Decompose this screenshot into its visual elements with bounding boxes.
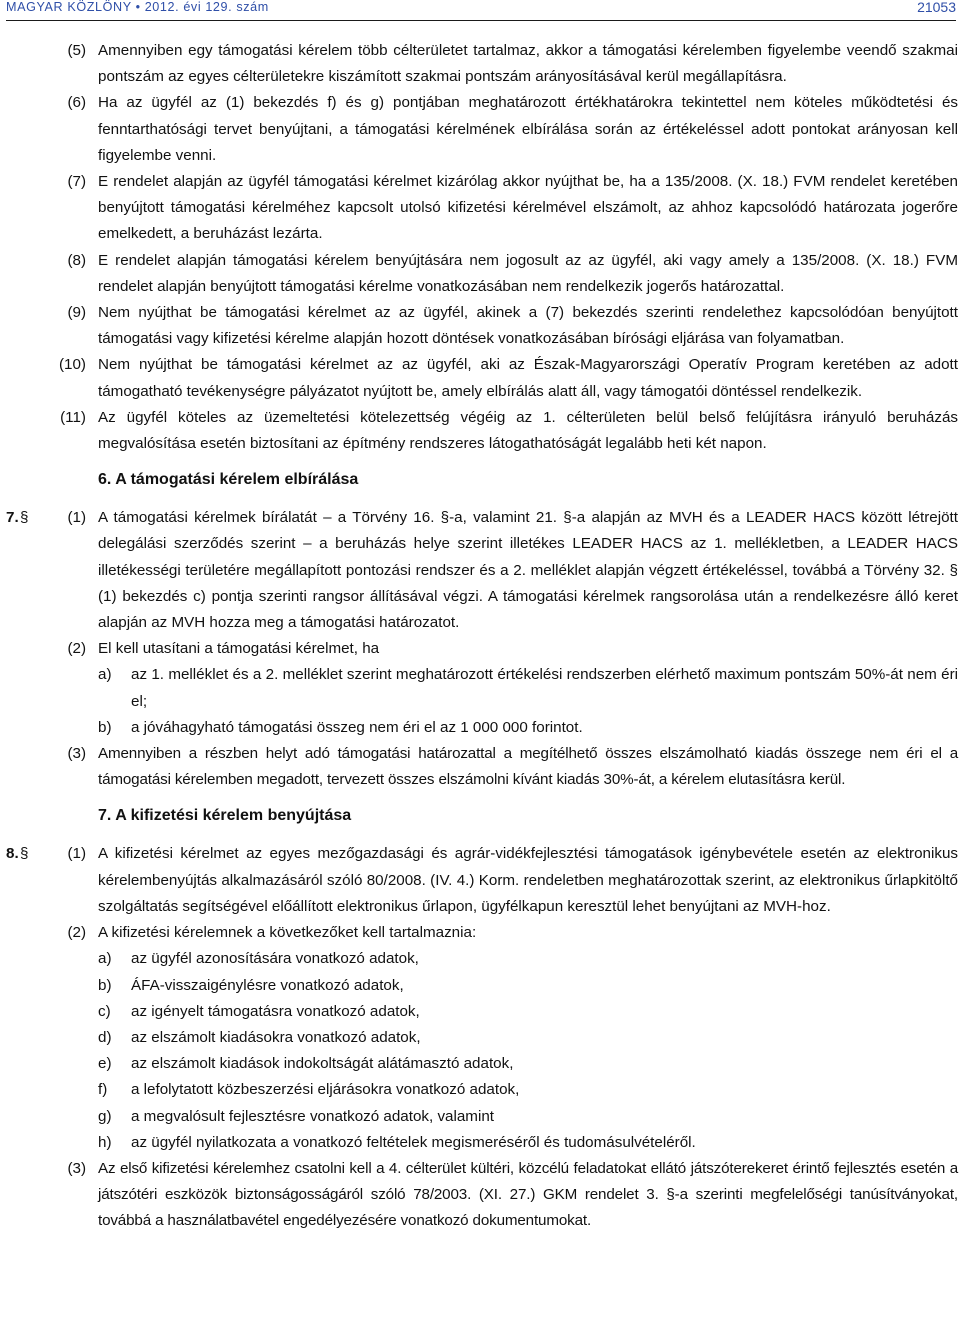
list-item: [98, 1130, 958, 1156]
section-8-paragraph-1: [6, 841, 958, 920]
paragraph-text: Az ügyfél köteles az üzemeltetési kötelezettség végéig az 1. célterületen belül belső felújításra irányuló beruházás megvalósítása esetén biztosítani az építmény rendszeres látogathatóságát legalább heti két napon.: [98, 408, 958, 453]
list-item-text: az ügyfél azonosítására vonatkozó adatok,: [131, 950, 419, 968]
list-item-marker: e): [98, 1055, 112, 1073]
paragraph-number: (8): [67, 251, 86, 269]
paragraph-number: (5): [67, 42, 86, 59]
list-item-text: ÁFA-visszaigénylésre vonatkozó adatok,: [131, 976, 404, 994]
list-item: [98, 1025, 958, 1051]
paragraph-7: [6, 169, 958, 248]
list-item-marker: b): [98, 718, 112, 736]
paragraph-number: (7): [67, 173, 86, 191]
paragraph-text: Nem nyújthat be támogatási kérelmet az az ügyfél, aki az Észak-Magyarországi Operatív Program keretében az adott támogatható tevékenységre pályázatot nyújtott be, amely elbírálás alatt áll, vagy támogatói döntéssel rendelkezik.: [98, 356, 958, 400]
list-item: [98, 973, 958, 999]
section-heading-7: 7. A kifizetési kérelem benyújtása: [98, 807, 352, 825]
list-item: [98, 662, 958, 714]
paragraph-number: (2): [67, 640, 86, 658]
list-item-text: a megvalósult fejlesztésre vonatkozó adatok, valamint: [131, 1107, 495, 1125]
list-item-marker: a): [98, 666, 112, 684]
paragraph-text: E rendelet alapján az ügyfél támogatási kérelmet kizárólag akkor nyújthat be, ha a 135/2008. (X. 18.) FVM rendelet keretében benyújtott támogatási kérelméhez kapcsolt utolsó kifizetési kérelmével elszámolt, az ahhoz kapcsolódó határozata jogerőre emelkedett, a beruházást lezárta.: [98, 173, 958, 243]
paragraph-text: A kifizetési kérelemnek a következőket kell tartalmaznia:: [98, 924, 477, 942]
section-number: 8.: [6, 845, 19, 863]
paragraph-8: [6, 248, 958, 300]
paragraph-text: E rendelet alapján támogatási kérelem benyújtására nem jogosult az az ügyfél, aki vagy amely a 135/2008. (X. 18.) FVM rendelet alapján benyújtott támogatási kérelme vonatkozásában nem rendelkezik jogerős határozattal.: [98, 251, 958, 295]
paragraph-text: A támogatási kérelmek bírálatát – a Törvény 16. §-a, valamint 21. §-a alapján az MVH és a LEADER HACS között létrejött delegálási szerződés szerint – a beruházás helye szerint illetékes LEADER HACS az 1. mellékletben, a LEADER HACS illetékességi területére megállapított pontozási rendszer és a 2. melléklet alapján végzett értékeléssel, továbbá a Törvény 32. § (1) bekezdés c) pontja szerinti rangsor állításával végzi. A támogatási kérelmek rangsorolása után a rendelkezésre álló keret alapján az MVH hozza meg a támogatási határozatot.: [98, 509, 958, 632]
list-item-marker: f): [98, 1081, 108, 1099]
paragraph-11: [6, 405, 958, 457]
section-7-paragraph-1: [6, 505, 958, 636]
page-number: 21053: [917, 0, 956, 15]
paragraph-number: (3): [67, 1159, 86, 1177]
list-item-text: az ügyfél nyilatkozata a vonatkozó feltételek megismeréséről és tudomásulvételéről.: [131, 1133, 696, 1151]
page-header: [6, 0, 956, 21]
paragraph-9: [6, 300, 958, 352]
list-item-text: a jóváhagyható támogatási összeg nem éri el az 1 000 000 forintot.: [131, 718, 583, 736]
list-item: [98, 1077, 958, 1103]
section-sign: §: [20, 509, 29, 527]
list-item-text: az elszámolt kiadásokra vonatkozó adatok,: [131, 1028, 421, 1046]
paragraph-number: (1): [67, 509, 86, 527]
paragraph-number: (1): [67, 845, 86, 863]
section-7-paragraph-3: [6, 741, 958, 793]
paragraph-number: (6): [67, 94, 86, 112]
list-item-marker: b): [98, 976, 112, 994]
list-item: [98, 999, 958, 1025]
list-item: [98, 715, 958, 741]
page-content: [6, 38, 958, 1235]
section-7-paragraph-2: [6, 636, 958, 662]
paragraph-text: Amennyiben egy támogatási kérelem több célterületet tartalmaz, akkor a támogatási kérelemben figyelembe veendő szakmai pontszám az egyes célterületekre kiszámított szakmai pontszám arányosításával kerül megállapításra.: [98, 42, 958, 86]
section-8-paragraph-3: [6, 1156, 958, 1235]
list-item-text: a lefolytatott közbeszerzési eljárásokra vonatkozó adatok,: [131, 1081, 520, 1099]
list-item: [98, 946, 958, 972]
list-item-marker: a): [98, 950, 112, 968]
paragraph-text: Nem nyújthat be támogatási kérelmet az az ügyfél, akinek a (7) bekezdés szerinti rendelethez kapcsolódóan benyújtott támogatási vagy kifizetési kérelme alapján hozott döntések vonatkozásában bírósági eljárása van folyamatban.: [98, 304, 958, 348]
list-item-marker: h): [98, 1133, 112, 1151]
list-item-text: az igényelt támogatásra vonatkozó adatok,: [131, 1002, 420, 1020]
list-item-text: az 1. melléklet és a 2. melléklet szerint meghatározott értékelési rendszerben elérhető maximum pontszám 50%-át nem éri el;: [131, 666, 958, 710]
list-item-marker: c): [98, 1002, 111, 1020]
paragraph-5: [6, 38, 958, 90]
paragraph-text: Ha az ügyfél az (1) bekezdés f) és g) pontjában meghatározott értékhatárokra tekintettel nem köteles működtetési és fenntarthatósági tervet benyújtani, a támogatási kérelmének elbírálása során az értékeléssel adott pontokat arányosan kell figyelembe venni.: [98, 94, 958, 164]
paragraph-number: (11): [60, 408, 86, 426]
paragraph-number: (3): [67, 745, 86, 763]
paragraph-number: (2): [67, 924, 86, 942]
paragraph-text: Az első kifizetési kérelemhez csatolni kell a 4. célterület kültéri, közcélú feladatokat ellátó játszóterekeret érintő fejlesztés esetén a játszótéri eszközök biztonságosságáról szóló 78/2003. (XI. 27.) GKM rendelet 3. §-a szerinti megfelelőségi tanúsítványokat, továbbá a használatbavétel engedélyezésére vonatkozó dokumentumokat.: [98, 1159, 958, 1230]
section-heading-6: 6. A támogatási kérelem elbírálása: [98, 471, 359, 489]
journal-title: MAGYAR KÖZLÖNY • 2012. évi 129. szám: [6, 0, 269, 14]
section-8-paragraph-2: [6, 920, 958, 946]
list-item-text: az elszámolt kiadások indokoltságát alátámasztó adatok,: [131, 1055, 514, 1073]
paragraph-text: A kifizetési kérelmet az egyes mezőgazdasági és agrár-vidékfejlesztési támogatások igénybevétele esetén az elektronikus kérelembenyújtás alkalmazásáról szóló 80/2008. (IV. 4.) Korm. rendeletben meghatározottak szerint, az elektronikus űrlapkitöltő szolgáltatás segítségével előállított elektronikus űrlapon, ügyfélkapun keresztül lehet benyújtani az MVH-hoz.: [98, 845, 958, 915]
paragraph-6: [6, 90, 958, 169]
paragraph-text: El kell utasítani a támogatási kérelmet, ha: [98, 640, 380, 658]
section-number: 7.: [6, 509, 19, 527]
paragraph-number: (9): [67, 304, 86, 322]
list-item-marker: g): [98, 1107, 112, 1125]
section-sign: §: [20, 845, 29, 863]
list-item-marker: d): [98, 1028, 112, 1046]
paragraph-text: Amennyiben a részben helyt adó támogatási határozattal a megítélhető összes elszámolható kiadás összege nem éri el a támogatási kérelemben megadott, tervezett összes elszámolni kívánt kiadás 30%-át, a kérelem elutasításra kerül.: [98, 745, 958, 789]
list-item: [98, 1104, 958, 1130]
paragraph-number: (10): [58, 356, 86, 374]
list-item: [98, 1051, 958, 1077]
paragraph-10: [6, 352, 958, 404]
